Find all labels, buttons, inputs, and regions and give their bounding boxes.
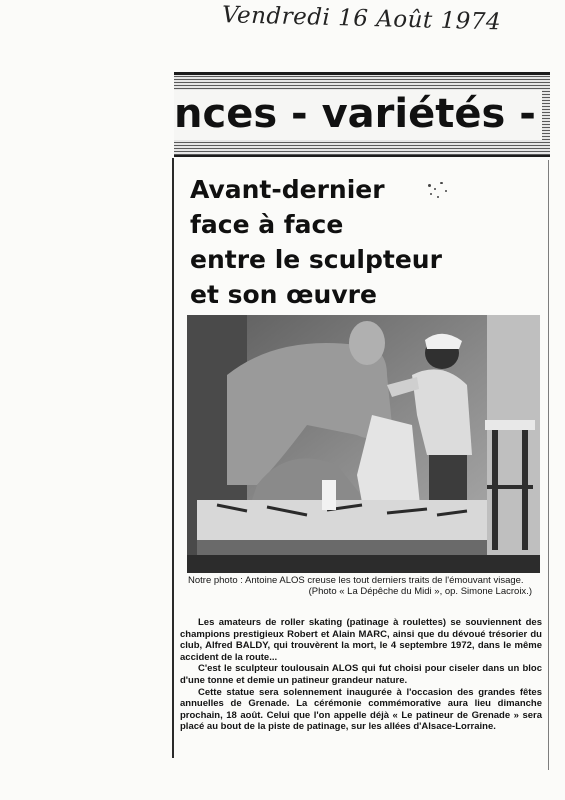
headline-line: face à face <box>190 210 344 239</box>
headline-line: entre le sculpteur <box>190 245 442 274</box>
section-banner <box>174 72 550 157</box>
sculptor-photo-drawing <box>187 315 540 573</box>
photo-caption <box>188 575 544 597</box>
column-rule-right <box>548 160 549 770</box>
headline <box>190 172 490 312</box>
headline-line: et son œuvre <box>190 280 377 309</box>
section-banner-title: nces - variétés - <box>174 90 542 140</box>
article-paragraph: Les amateurs de roller skating (patinage à roulettes) se souviennent des champions prestigieux Robert et Alain MARC, ainsi que du dévoué trésorier du club, Alfred BALDY, qui trouvèrent la mort, le 4 septembre 1972, dans le même accident de la route... <box>180 617 542 663</box>
sculptor-photo <box>187 315 540 573</box>
headline-line: Avant-dernier <box>190 175 385 204</box>
column-rule-left <box>172 158 174 758</box>
caption-text: Notre photo : Antoine ALOS creuse les tout derniers traits de l'émouvant visage. <box>188 575 524 586</box>
handwritten-date: Vendredi 16 Août 1974 <box>221 2 502 36</box>
article-body <box>180 617 542 733</box>
article-paragraph: Cette statue sera solennement inaugurée à l'occasion des grandes fêtes annuelles de Grenade. La cérémonie commémorative aura lieu dimanche prochain, 18 août. Celui que l'on appelle déjà « Le patineur de Grenade » sera placé au bout de la piste de patinage, sur les allées d'Alsace-Lorraine. <box>180 686 542 733</box>
article-paragraph: C'est le sculpteur toulousain ALOS qui fut choisi pour ciseler dans un bloc d'une tonne et demie un patineur grandeur nature. <box>180 663 542 686</box>
photo-credit: (Photo « La Dépêche du Midi », op. Simone Lacroix.) <box>308 586 532 597</box>
